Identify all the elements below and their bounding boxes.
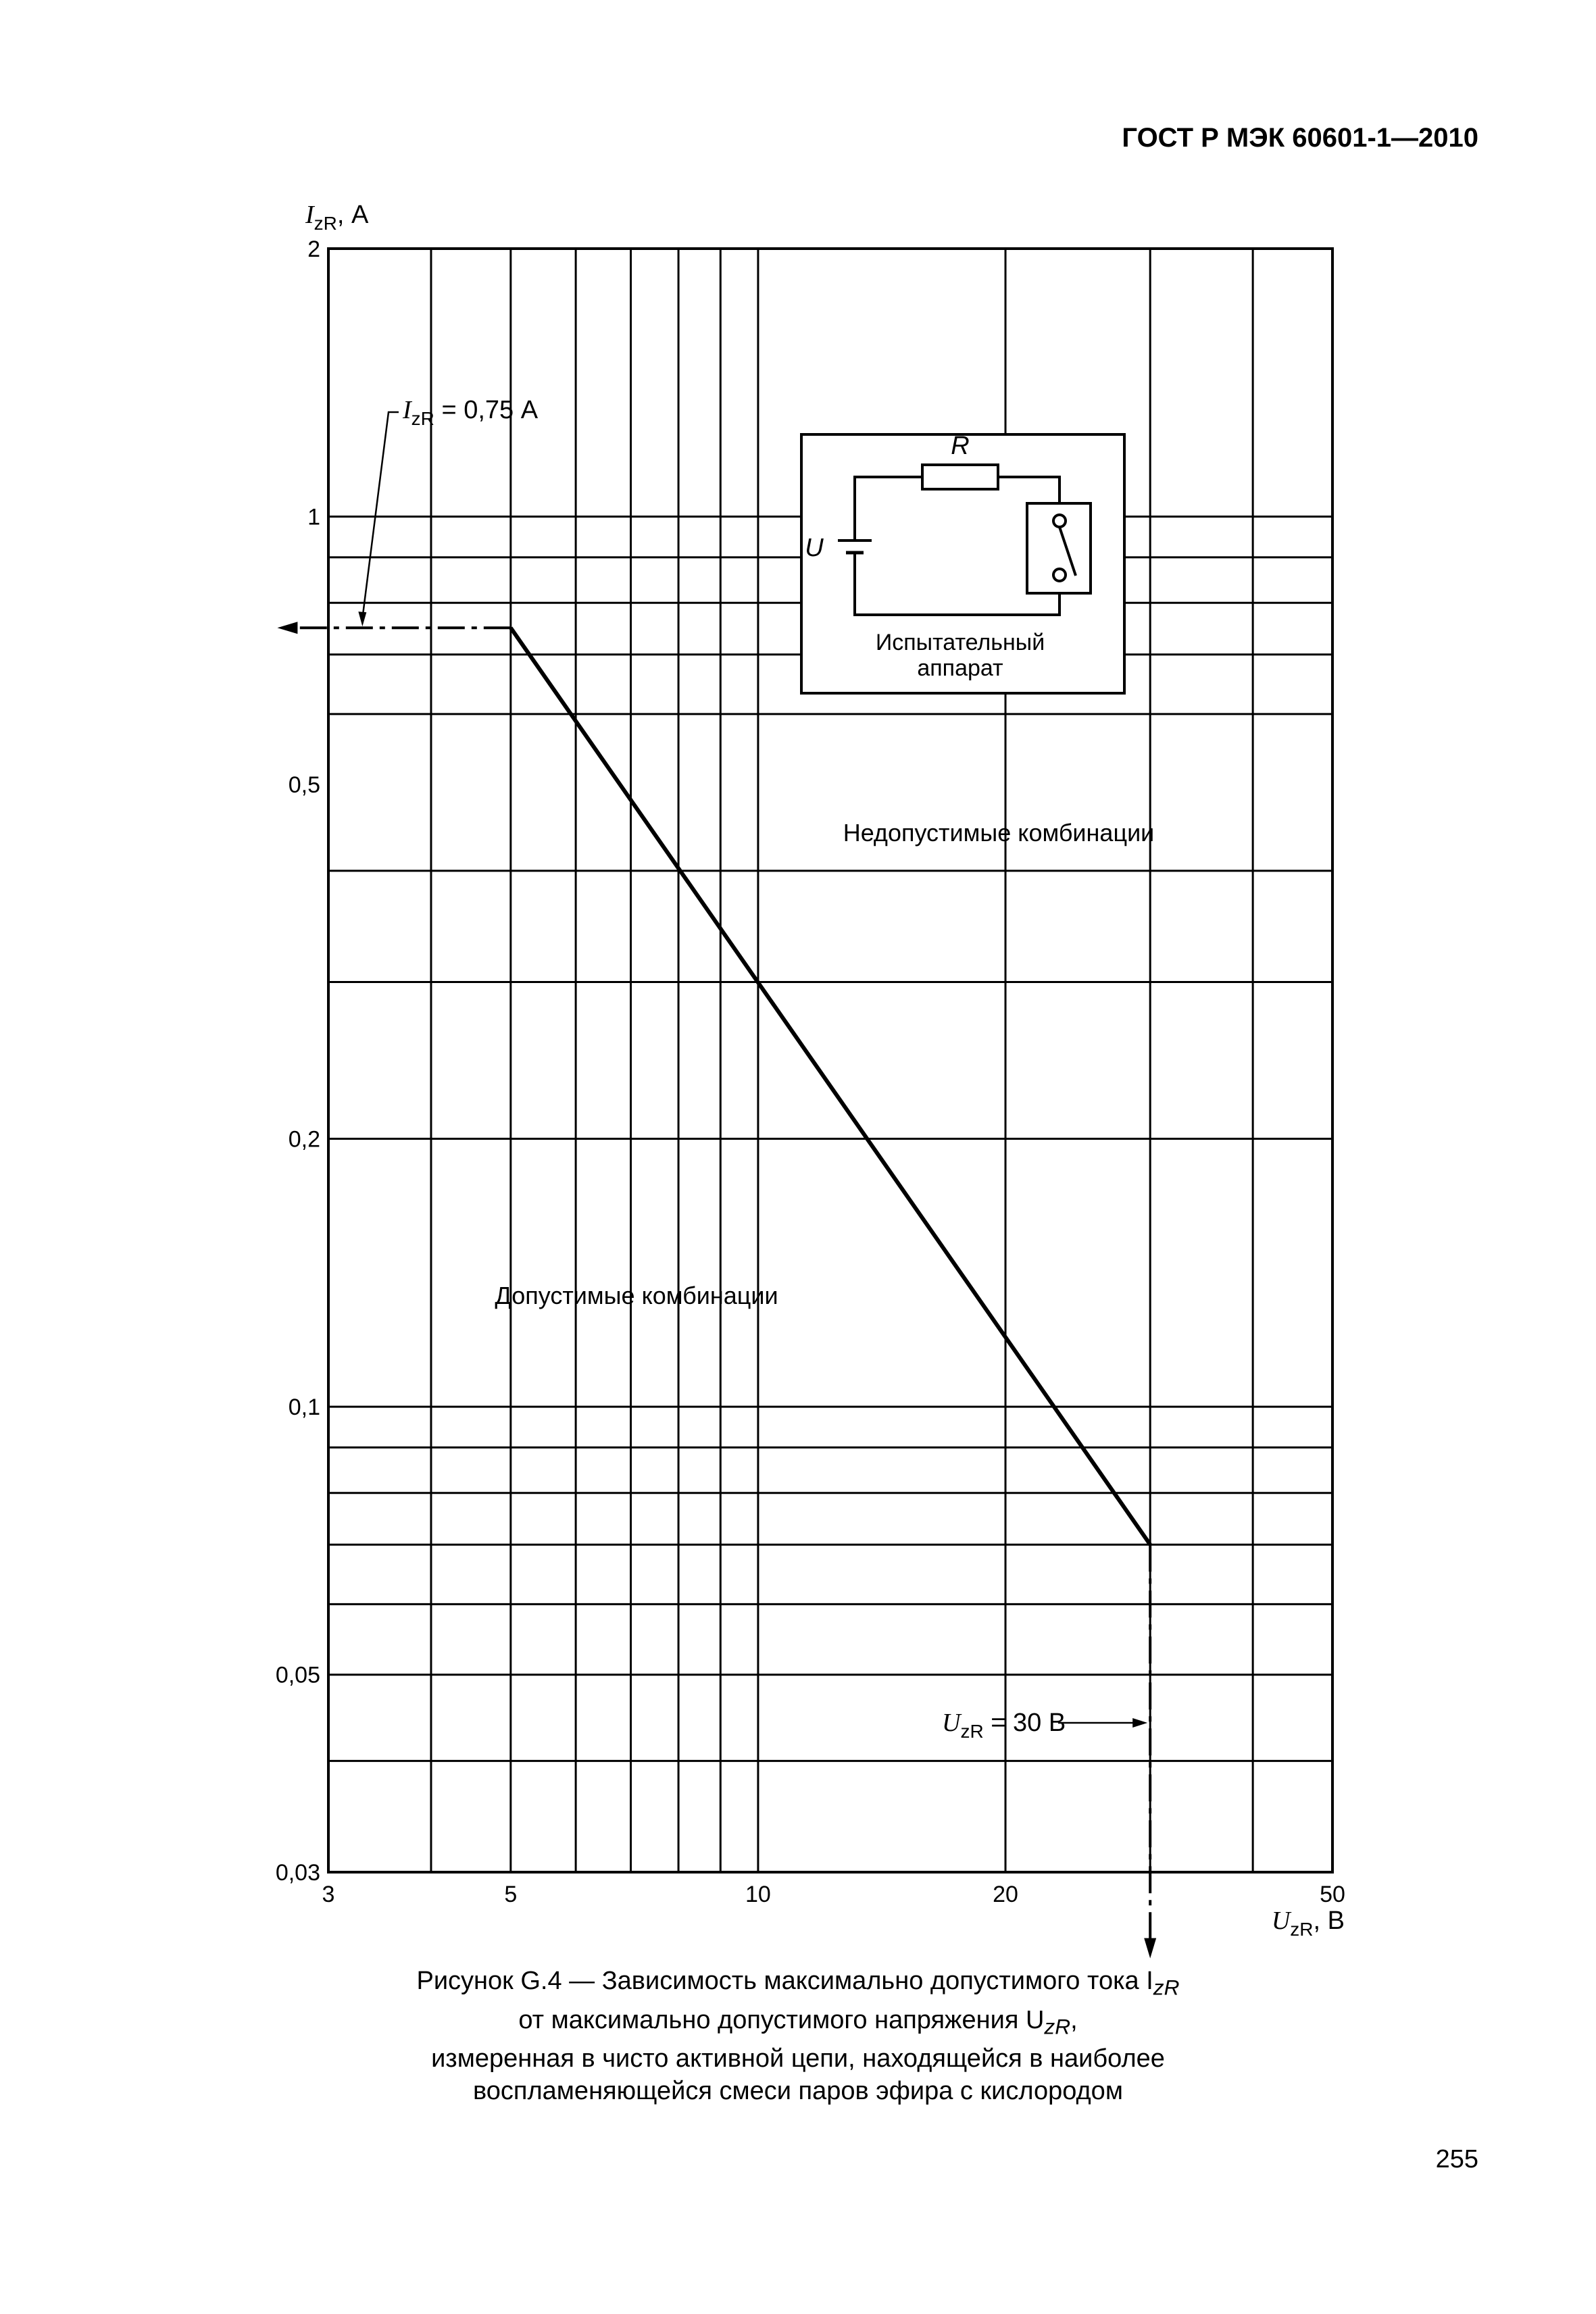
y-tick-label: 0,03 xyxy=(275,1860,320,1886)
x-tick-label: 50 xyxy=(1320,1882,1345,1907)
caption-line-2-text: от максимально допустимого напряжения U xyxy=(518,2005,1045,2034)
caption-line-2: от максимально допустимого напряжения $U_{zR}$, xyxy=(518,2005,1078,2039)
resistor-symbol xyxy=(922,465,998,489)
annotation-voltage-limit: $U_{zR} = 30$ В xyxy=(942,1709,1066,1742)
leader-current-limit xyxy=(362,412,399,618)
device-label-line-2: аппарат xyxy=(917,655,1003,681)
x-axis-title: $U_{zR}$, В xyxy=(1271,1907,1345,1940)
switch-contact-bottom xyxy=(1053,569,1066,581)
y-tick-label: 0,1 xyxy=(288,1394,320,1421)
x-tick-label: 3 xyxy=(322,1882,335,1907)
source-label: U xyxy=(805,534,824,562)
caption-line-3: измеренная в чисто активной цепи, находящейся в наиболее xyxy=(431,2044,1165,2073)
resistor-label: R xyxy=(951,432,970,460)
document-id: ГОСТ Р МЭК 60601-1—2010 xyxy=(1122,123,1478,153)
x-tick-label: 10 xyxy=(745,1882,771,1907)
y-tick-label: 0,05 xyxy=(275,1662,320,1688)
figure-caption xyxy=(325,1965,1271,2107)
arrow-down xyxy=(1144,1938,1156,1959)
caption-line-1-text: Рисунок G.4 — Зависимость максимально допустимого тока I xyxy=(416,1967,1153,1995)
switch-contact-top xyxy=(1053,515,1066,527)
caption-line-4: воспламеняющейся смеси паров эфира с кислородом xyxy=(473,2077,1123,2106)
page-number: 255 xyxy=(1435,2145,1478,2173)
x-tick-label: 20 xyxy=(993,1882,1018,1907)
region-label-allowed: Допустимые комбинации xyxy=(495,1282,778,1309)
region-label-forbidden: Недопустимые комбинации xyxy=(843,819,1155,847)
caption-line-2-sub: zR xyxy=(1044,2014,1071,2039)
y-tick-label: 1 xyxy=(307,504,320,530)
annotation-current-limit: $I_{zR} = 0,75$ А xyxy=(403,396,539,429)
leader-arrowhead-voltage xyxy=(1132,1718,1147,1728)
circuit-inset xyxy=(801,432,1124,693)
y-axis-title: $I_{zR}$, А xyxy=(305,201,369,234)
x-tick-label: 5 xyxy=(504,1882,518,1907)
caption-line-1 xyxy=(325,1965,1271,2004)
leader-arrowhead-current xyxy=(358,611,366,626)
device-label-line-1: Испытательный xyxy=(875,630,1045,655)
y-tick-label: 0,5 xyxy=(288,772,320,799)
y-tick-label: 0,2 xyxy=(288,1126,320,1153)
caption-line-1-sub: zR xyxy=(1153,1975,1180,2000)
arrow-left xyxy=(277,622,297,634)
y-tick-label: 2 xyxy=(307,236,320,262)
